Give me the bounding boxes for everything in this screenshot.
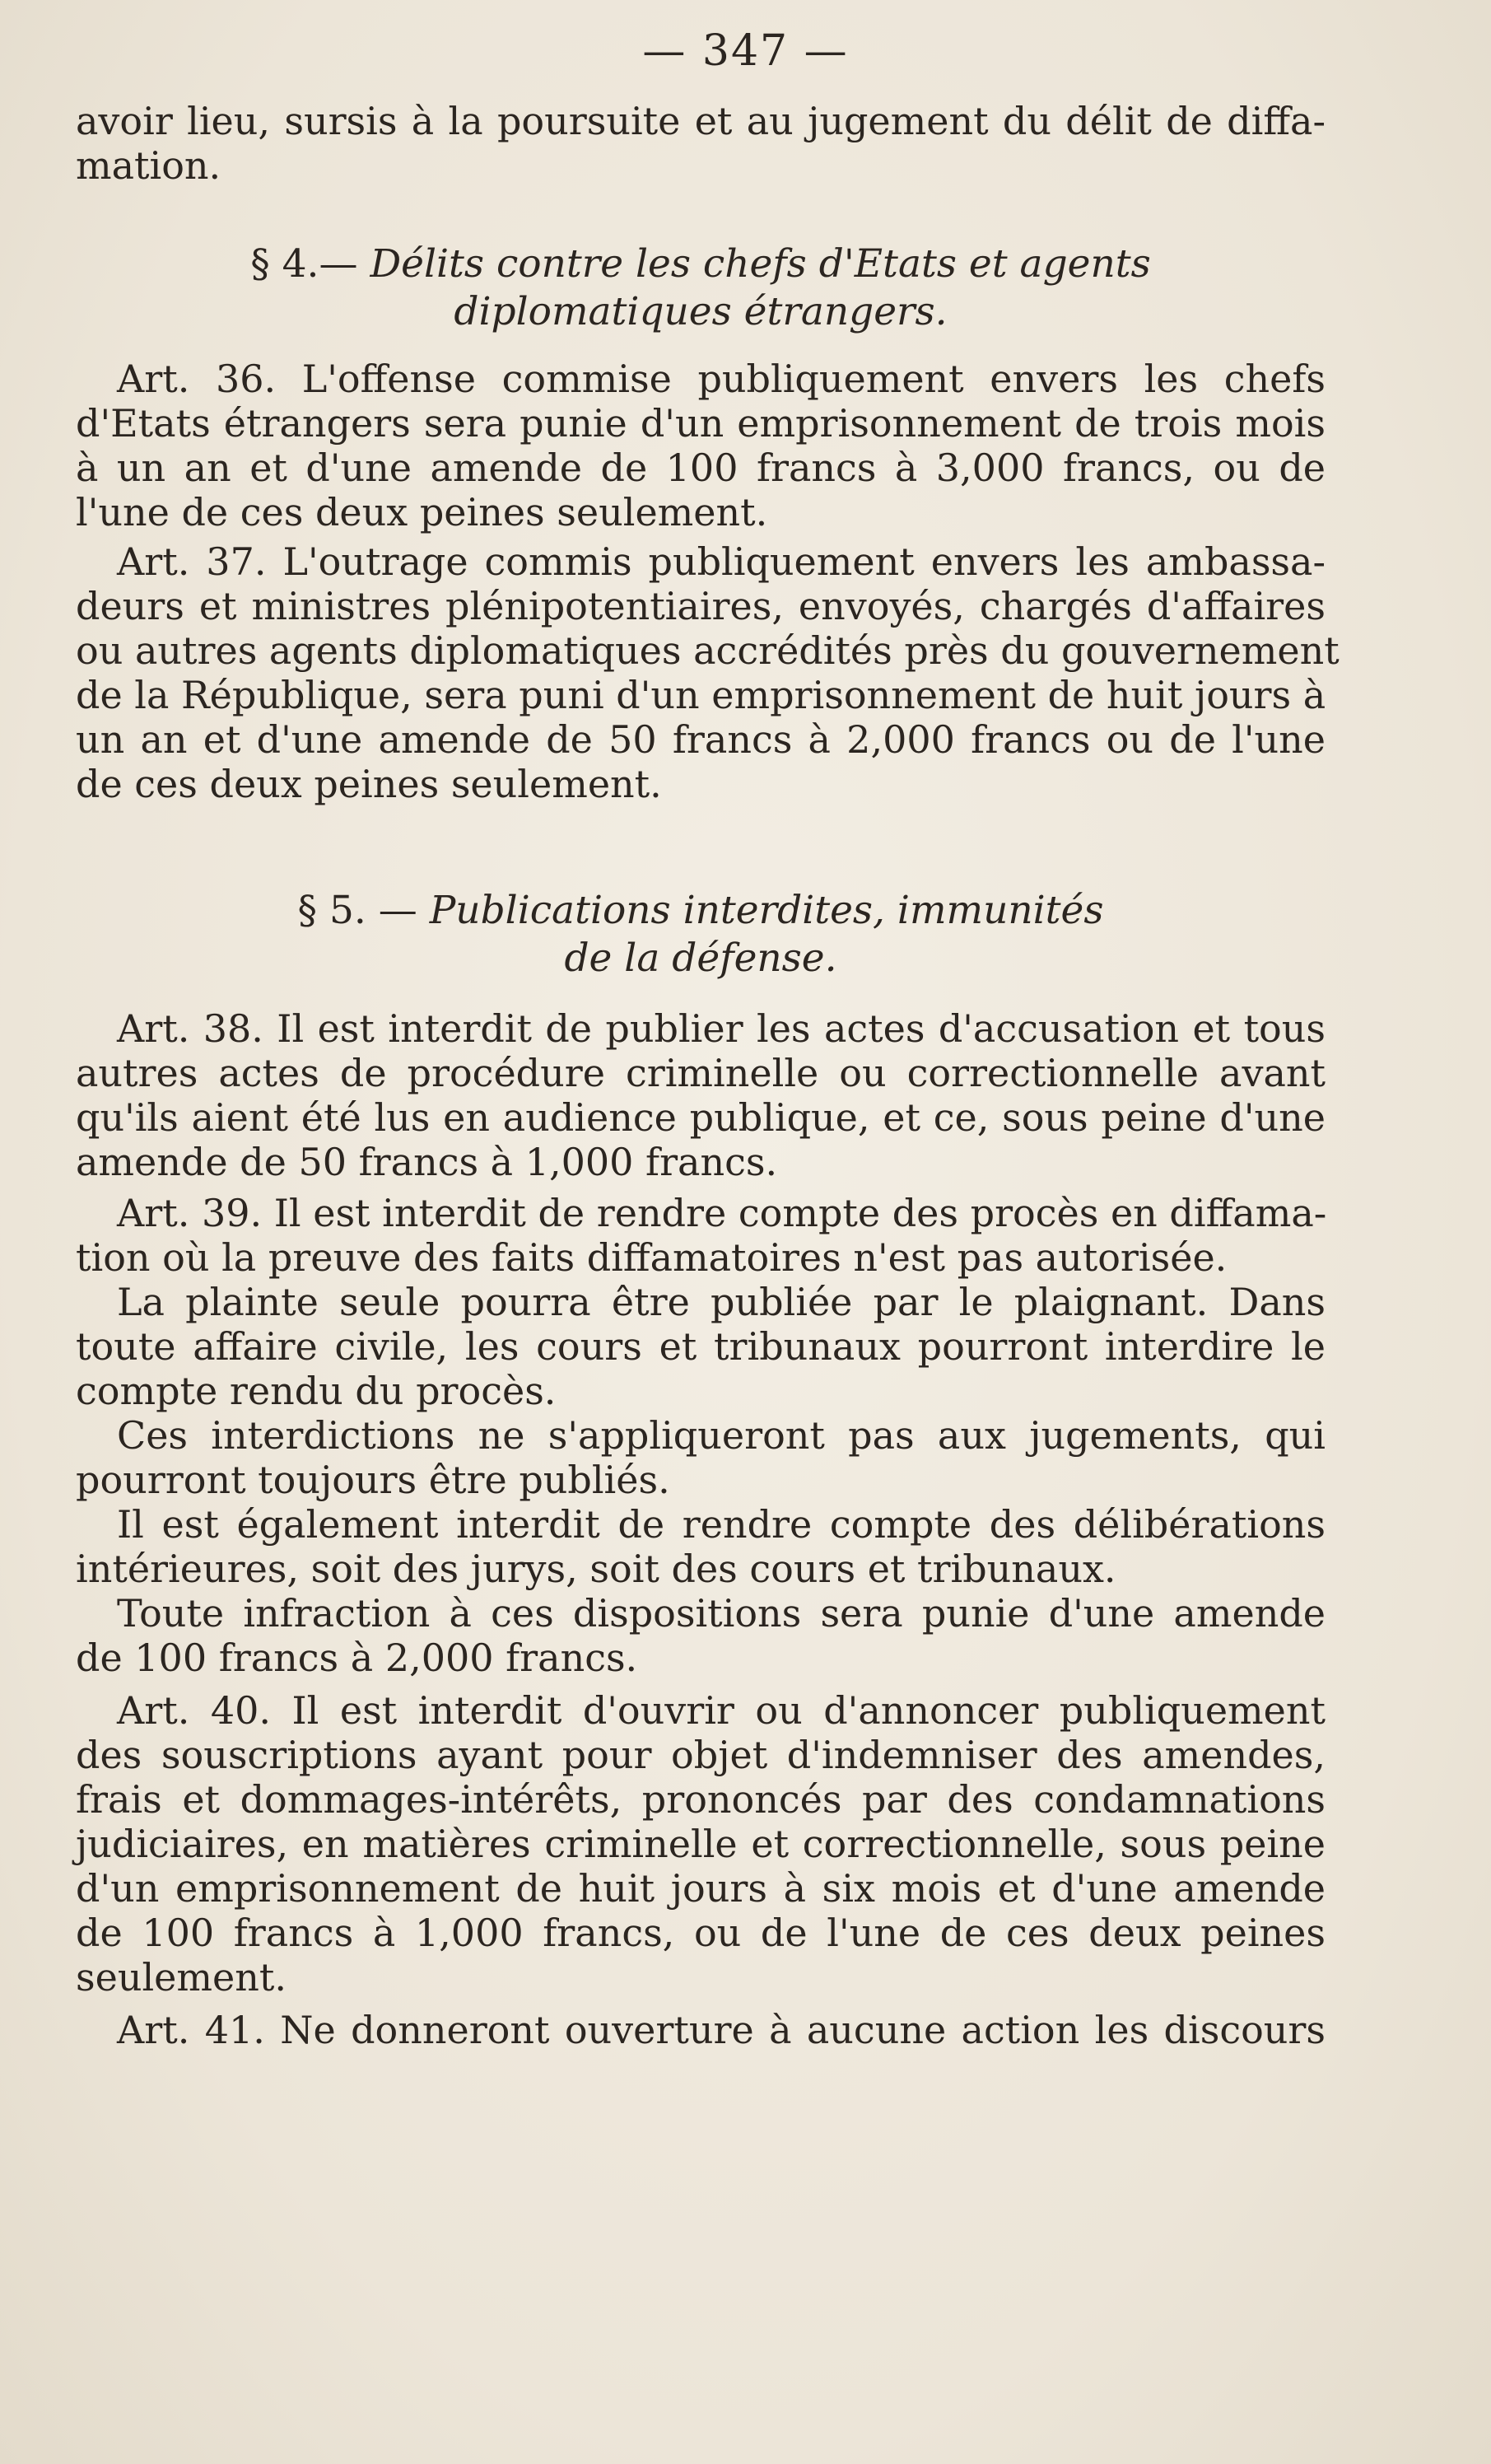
section-4-number: § 4.— <box>250 241 358 287</box>
text-line: ou autres agents diplomatiques accrédités près du gouvernement <box>76 628 1340 673</box>
text-line: de la République, sera puni d'un emprisonnement de huit jours à <box>76 673 1326 717</box>
section-5-number: § 5. — <box>297 888 417 933</box>
section-4-title-line-2: diplomatiques étrangers. <box>454 289 948 334</box>
text-line: Toute infraction à ces dispositions sera punie d'une amende <box>117 1591 1326 1636</box>
text-line: avoir lieu, sursis à la poursuite et au jugement du délit de diffa- <box>76 99 1326 143</box>
text-line: Art. 36. L'offense commise publiquement envers les chefs <box>117 357 1326 401</box>
article-37 <box>76 539 1340 806</box>
article-38 <box>76 1006 1326 1184</box>
section-5-heading <box>76 887 1326 982</box>
article-40 <box>76 1688 1326 2000</box>
text-line: d'un emprisonnement de huit jours à six mois et d'une amende <box>76 1866 1326 1911</box>
text-line: à un an et d'une amende de 100 francs à 3,000 francs, ou de <box>76 446 1326 490</box>
text-line: intérieures, soit des jurys, soit des cours et tribunaux. <box>76 1547 1116 1591</box>
text-line: tion où la preuve des faits diffamatoires n'est pas autorisée. <box>76 1235 1228 1280</box>
text-line: qu'ils aient été lus en audience publique, et ce, sous peine d'une <box>76 1095 1326 1140</box>
page-number: — 347 — <box>642 26 849 76</box>
article-36 <box>76 357 1326 534</box>
section-4-heading <box>76 240 1326 336</box>
section-5-title-line-1 <box>76 887 1326 935</box>
text-line: La plainte seule pourra être publiée par le plaignant. Dans <box>117 1280 1326 1324</box>
text-line: Art. 41. Ne donneront ouverture à aucune action les discours <box>117 2008 1326 2052</box>
text-line: de ces deux peines seulement. <box>76 762 662 806</box>
section-5-title: Publications interdites, immunités <box>429 888 1104 933</box>
section-4-title: Délits contre les chefs d'Etats et agents <box>370 241 1151 287</box>
article-39 <box>76 1191 1326 1680</box>
text-line: amende de 50 francs à 1,000 francs. <box>76 1140 778 1184</box>
article-41 <box>76 2008 1326 2052</box>
text-line: Art. 40. Il est interdit d'ouvrir ou d'annoncer publiquement <box>117 1688 1326 1733</box>
text-line: de 100 francs à 1,000 francs, ou de l'une de ces deux peines <box>76 1911 1326 1955</box>
text-line: Ces interdictions ne s'appliqueront pas aux jugements, qui <box>117 1413 1326 1458</box>
text-line: autres actes de procédure criminelle ou correctionnelle avant <box>76 1051 1326 1095</box>
text-line: de 100 francs à 2,000 francs. <box>76 1636 638 1680</box>
text-line: mation. <box>76 143 221 188</box>
section-5-title-line-2: de la défense. <box>564 936 837 981</box>
text-line: Il est également interdit de rendre compte des délibérations <box>117 1502 1326 1547</box>
text-line: l'une de ces deux peines seulement. <box>76 490 768 534</box>
text-line: judiciaires, en matières criminelle et correctionnelle, sous peine <box>76 1822 1326 1866</box>
text-line: toute affaire civile, les cours et tribunaux pourront interdire le <box>76 1324 1326 1369</box>
text-line: deurs et ministres plénipotentiaires, envoyés, chargés d'affaires <box>76 584 1326 628</box>
text-line: d'Etats étrangers sera punie d'un emprisonnement de trois mois <box>76 401 1326 446</box>
text-line: compte rendu du procès. <box>76 1369 557 1413</box>
text-line: pourront toujours être publiés. <box>76 1458 670 1502</box>
text-line: Art. 38. Il est interdit de publier les actes d'accusation et tous <box>117 1006 1326 1051</box>
text-line: des souscriptions ayant pour objet d'indemniser des amendes, <box>76 1733 1326 1777</box>
text-line: Art. 39. Il est interdit de rendre compte des procès en diffama- <box>117 1191 1327 1235</box>
text-line: un an et d'une amende de 50 francs à 2,000 francs ou de l'une <box>76 717 1326 762</box>
text-line: Art. 37. L'outrage commis publiquement envers les ambassa- <box>117 539 1326 584</box>
section-4-title-line-1 <box>76 240 1326 288</box>
text-line: seulement. <box>76 1955 287 2000</box>
intro-paragraph <box>76 99 1326 188</box>
text-line: frais et dommages-intérêts, prononcés par des condamnations <box>76 1777 1326 1822</box>
